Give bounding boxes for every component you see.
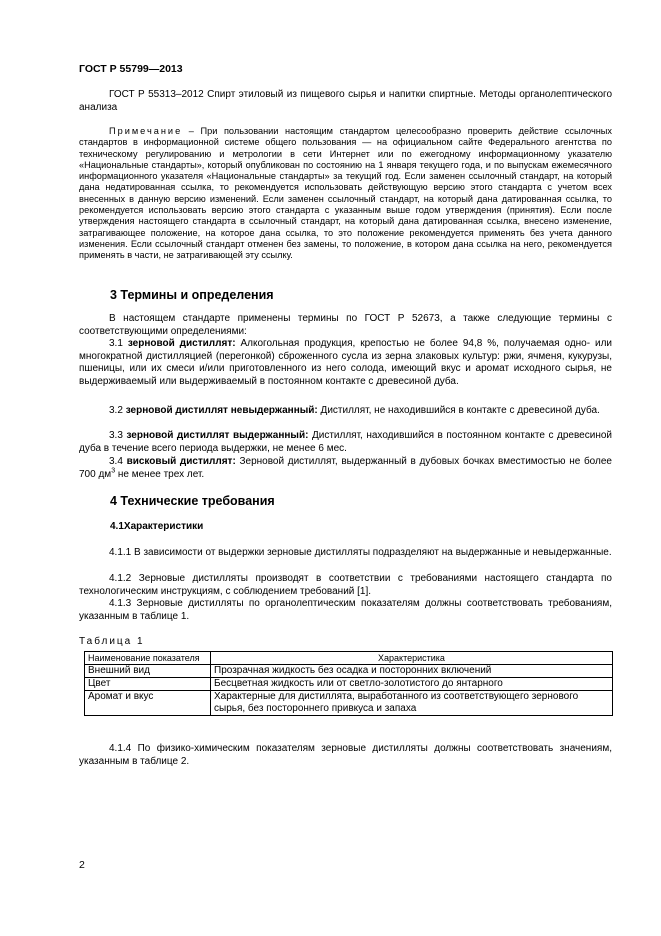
reference-note	[79, 126, 612, 262]
document-header: ГОСТ Р 55799—2013	[79, 63, 183, 75]
section-4-title: 4 Технические требования	[110, 494, 275, 508]
term-3-1-definition: Алкогольная продукция, крепостью не более 94,8 %, получаемая одно- или многократной дистилляцией (перегонкой) сброженного сусла из зерна злаковых культур: ржи, ячменя, кукурузы, пшеницы, или их смеси и/или приготовленного из него солода, имеющий вкус и аромат исходного сырья, не выдерживаемый или выдерживаемый в постоянном контакте с древесиной дуба.	[79, 338, 612, 387]
unit-superscript: 3	[111, 467, 116, 475]
term-3-3-definition: Дистиллят, находившийся в постоянном контакте с древесиной дуба в течение всего периода выдержки, не менее 6 мес.	[79, 430, 612, 454]
subsection-4-1-title: 4.1Характеристики	[110, 521, 204, 532]
paragraph-4-1-3: 4.1.3 Зерновые дистилляты по органолептическим показателям должны соответствовать требованиям, указанным в таблице 1.	[79, 598, 612, 622]
section-3-title: 3 Термины и определения	[110, 288, 274, 302]
table-cell: Цвет	[85, 678, 211, 691]
paragraph-4-1-4: 4.1.4 По физико-химическим показателям зерновые дистилляты должны соответствовать значениям, указанным в таблице 2.	[79, 743, 612, 767]
term-3-1	[79, 338, 612, 388]
table-header-indicator: Наименование показателя	[85, 652, 211, 665]
note-label: Примечание	[109, 126, 183, 136]
table-header-row	[85, 652, 613, 665]
term-3-1-number: 3.1	[109, 338, 128, 349]
term-3-4-number: 3.4	[109, 456, 127, 467]
table-cell: Внешний вид	[85, 665, 211, 678]
term-3-2-term: зерновой дистиллят невыдержанный:	[125, 405, 318, 416]
term-3-4-definition: Зерновой дистиллят, выдержанный в дубовых бочках вместимостью не более 700 дм	[79, 456, 612, 480]
table-row	[85, 691, 613, 716]
table-cell: Бесцветная жидкость или от светло-золотистого до янтарного	[211, 678, 613, 691]
section-3-intro: В настоящем стандарте применены термины по ГОСТ Р 52673, а также следующие термины с соответствующими определениями:	[79, 313, 612, 337]
table-cell: Характерные для дистиллята, выработанного из соответствующего зернового сырья, без постороннего привкуса и запаха	[211, 691, 613, 716]
term-3-2-number: 3.2	[109, 405, 126, 416]
term-3-4	[79, 456, 612, 481]
paragraph-4-1-1: 4.1.1 В зависимости от выдержки зерновые дистилляты подразделяют на выдержанные и невыдержанные.	[109, 547, 612, 558]
table-row	[85, 665, 613, 678]
term-3-2-definition: Дистиллят, не находившийся в контакте с древесиной дуба.	[317, 405, 600, 416]
table-cell: Прозрачная жидкость без осадка и посторонних включений	[211, 665, 613, 678]
table-cell: Аромат и вкус	[85, 691, 211, 716]
term-3-4-definition-end: не менее трех лет.	[115, 468, 205, 480]
term-3-3-number: 3.3	[109, 430, 127, 441]
paragraph-4-1-2: 4.1.2 Зерновые дистилляты производят в соответствии с требованиями настоящего стандарта по технологическим инструкциям, с соблюдением требований [1].	[79, 573, 612, 597]
term-3-4-term: висковый дистиллят:	[126, 456, 236, 467]
term-3-2	[79, 405, 612, 418]
table-1	[84, 651, 613, 716]
page-number: 2	[79, 859, 85, 871]
term-3-3	[79, 430, 612, 455]
reference-gost-55313: ГОСТ Р 55313–2012 Спирт этиловый из пищевого сырья и напитки спиртные. Методы органолептического анализа	[79, 89, 612, 113]
table-row	[85, 678, 613, 691]
term-3-1-term: зерновой дистиллят:	[127, 338, 236, 349]
table-header-characteristic: Характеристика	[211, 652, 613, 665]
note-text: – При пользовании настоящим стандартом целесообразно проверить действие ссылочных стандартов в информационной системе общего пользования — на официальном сайте Федерального агентства по техническому регулированию и метрологии в сети Интернет или по ежегодному информационному указателю «Национальные стандарты», который опубликован по состоянию на 1 января текущего года, и по выпускам ежемесячного информационного указателя «Национальные стандарты» за текущий год. Если заменен ссылочный стандарт, на который дана недатированная ссылка, то рекомендуется использовать действующую версию этого стандарта с учетом всех внесенных в данную версию изменений. Если заменен ссылочный стандарт, на который дана датированная ссылка, то рекомендуется использовать версию этого стандарта с указанным выше годом утверждения (принятия). Если после утверждения настоящего стандарта в ссылочный стандарт, на который дана датированная ссылка, внесено изменение, затрагивающее положение, на которое дана ссылка, то это положение рекомендуется применять без учета данного изменения. Если ссылочный стандарт отменен без замены, то положение, в котором дана ссылка на него, рекомендуется применять в части, не затрагивающей эту ссылку.	[79, 126, 612, 261]
term-3-3-term: зерновой дистиллят выдержанный:	[126, 430, 309, 441]
table-1-caption: Таблица 1	[79, 636, 145, 647]
